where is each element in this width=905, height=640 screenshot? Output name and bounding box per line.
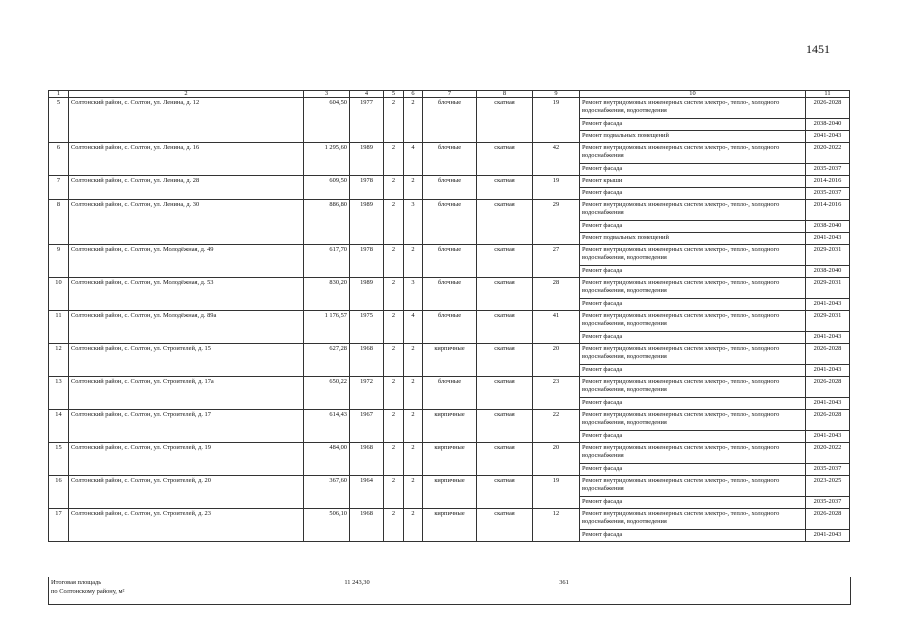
- page-number: 1451: [806, 42, 830, 56]
- row-work-type: Ремонт фасада: [580, 398, 806, 410]
- row-apartments: 19: [533, 98, 580, 143]
- row-number: 17: [49, 509, 69, 542]
- column-number: 7: [423, 91, 477, 98]
- row-number: 7: [49, 176, 69, 200]
- row-roof: скатная: [477, 377, 533, 410]
- row-work-type: Ремонт внутридомовых инженерных систем электро-, тепло-, холодного водоснабжения: [580, 443, 806, 464]
- column-number: 1: [49, 91, 69, 98]
- row-address: Солтонский район, с. Солтон, ул. Молодёжная, д. 89а: [69, 311, 304, 344]
- table-row: [49, 443, 850, 464]
- row-year: 1968: [350, 443, 384, 476]
- row-work-type: Ремонт внутридомовых инженерных систем электро-, тепло-, холодного водоснабжения: [580, 143, 806, 164]
- row-work-period: 2026-2028: [806, 377, 850, 398]
- row-apartments: 29: [533, 200, 580, 245]
- row-work-period: 2035-2037: [806, 497, 850, 509]
- totals-apartments: 361: [559, 579, 569, 586]
- row-number: 5: [49, 98, 69, 143]
- row-address: Солтонский район, с. Солтон, ул. Молодёжная, д. 53: [69, 278, 304, 311]
- row-address: Солтонский район, с. Солтон, ул. Строителей, д. 20: [69, 476, 304, 509]
- row-entrances: 2: [404, 410, 423, 443]
- row-work-period: 2029-2031: [806, 245, 850, 266]
- row-work-period: 2038-2040: [806, 119, 850, 131]
- row-address: Солтонский район, с. Солтон, ул. Молодёжная, д. 49: [69, 245, 304, 278]
- row-apartments: 42: [533, 143, 580, 176]
- row-work-period: 2041-2043: [806, 530, 850, 542]
- row-work-type: Ремонт фасада: [580, 221, 806, 233]
- row-work-type: Ремонт внутридомовых инженерных систем электро-, тепло-, холодного водоснабжения, водоотведения: [580, 344, 806, 365]
- row-entrances: 2: [404, 176, 423, 200]
- row-address: Солтонский район, с. Солтон, ул. Строителей, д. 23: [69, 509, 304, 542]
- column-number: 11: [806, 91, 850, 98]
- row-year: 1968: [350, 344, 384, 377]
- row-apartments: 28: [533, 278, 580, 311]
- row-number: 6: [49, 143, 69, 176]
- row-entrances: 2: [404, 344, 423, 377]
- row-work-type: Ремонт подвальных помещений: [580, 131, 806, 143]
- row-year: 1978: [350, 176, 384, 200]
- row-number: 12: [49, 344, 69, 377]
- row-work-period: 2026-2028: [806, 410, 850, 431]
- row-number: 15: [49, 443, 69, 476]
- row-entrances: 2: [404, 245, 423, 278]
- row-number: 9: [49, 245, 69, 278]
- column-number: 2: [69, 91, 304, 98]
- table-row: [49, 176, 850, 188]
- row-roof: скатная: [477, 443, 533, 476]
- row-floors: 2: [384, 98, 404, 143]
- row-area: 367,60: [304, 476, 350, 509]
- totals-label-line2: по Солтонскому району, м²: [51, 588, 125, 595]
- row-work-type: Ремонт внутридомовых инженерных систем электро-, тепло-, холодного водоснабжения, водоотведения: [580, 410, 806, 431]
- row-floors: 2: [384, 278, 404, 311]
- row-entrances: 2: [404, 476, 423, 509]
- housing-repair-table: [48, 90, 850, 542]
- row-roof: скатная: [477, 476, 533, 509]
- row-work-type: Ремонт фасада: [580, 188, 806, 200]
- row-work-period: 2041-2043: [806, 398, 850, 410]
- row-work-type: Ремонт крыши: [580, 176, 806, 188]
- row-walls: блочные: [423, 176, 477, 200]
- row-work-period: 2026-2028: [806, 98, 850, 119]
- row-apartments: 19: [533, 176, 580, 200]
- table-row: [49, 410, 850, 431]
- row-work-period: 2020-2022: [806, 143, 850, 164]
- row-walls: кирпичные: [423, 344, 477, 377]
- row-work-period: 2041-2043: [806, 299, 850, 311]
- row-entrances: 2: [404, 377, 423, 410]
- row-work-type: Ремонт внутридомовых инженерных систем электро-, тепло-, холодного водоснабжения, водоотведения: [580, 98, 806, 119]
- column-number: 4: [350, 91, 384, 98]
- row-roof: скатная: [477, 410, 533, 443]
- row-work-period: 2029-2031: [806, 311, 850, 332]
- row-work-type: Ремонт подвальных помещений: [580, 233, 806, 245]
- row-entrances: 4: [404, 311, 423, 344]
- row-work-type: Ремонт внутридомовых инженерных систем электро-, тепло-, холодного водоснабжения: [580, 200, 806, 221]
- row-apartments: 41: [533, 311, 580, 344]
- column-number: 9: [533, 91, 580, 98]
- row-work-period: 2026-2028: [806, 344, 850, 365]
- table-row: [49, 509, 850, 530]
- totals-block: [48, 577, 851, 605]
- row-work-type: Ремонт фасада: [580, 299, 806, 311]
- row-work-type: Ремонт внутридомовых инженерных систем электро-, тепло-, холодного водоснабжения, водоотведения: [580, 377, 806, 398]
- row-apartments: 22: [533, 410, 580, 443]
- row-number: 13: [49, 377, 69, 410]
- totals-area: 11 243,30: [344, 579, 370, 586]
- row-area: 650,22: [304, 377, 350, 410]
- row-walls: блочные: [423, 200, 477, 245]
- row-work-type: Ремонт внутридомовых инженерных систем электро-, тепло-, холодного водоснабжения, водоотведения: [580, 278, 806, 299]
- row-walls: блочные: [423, 245, 477, 278]
- row-work-period: 2023-2025: [806, 476, 850, 497]
- row-floors: 2: [384, 311, 404, 344]
- column-number-row: [49, 91, 850, 98]
- row-area: 627,28: [304, 344, 350, 377]
- row-work-type: Ремонт фасада: [580, 497, 806, 509]
- row-entrances: 3: [404, 278, 423, 311]
- row-work-period: 2014-2016: [806, 200, 850, 221]
- row-apartments: 12: [533, 509, 580, 542]
- row-apartments: 19: [533, 476, 580, 509]
- row-work-period: 2035-2037: [806, 188, 850, 200]
- row-work-period: 2029-2031: [806, 278, 850, 299]
- row-entrances: 2: [404, 443, 423, 476]
- row-walls: кирпичные: [423, 410, 477, 443]
- row-roof: скатная: [477, 278, 533, 311]
- row-work-period: 2014-2016: [806, 176, 850, 188]
- row-number: 16: [49, 476, 69, 509]
- table-row: [49, 245, 850, 266]
- row-area: 1 176,57: [304, 311, 350, 344]
- row-work-type: Ремонт фасада: [580, 266, 806, 278]
- table-row: [49, 98, 850, 119]
- row-address: Солтонский район, с. Солтон, ул. Ленина, д. 30: [69, 200, 304, 245]
- row-work-period: 2035-2037: [806, 164, 850, 176]
- row-walls: блочные: [423, 143, 477, 176]
- row-address: Солтонский район, с. Солтон, ул. Строителей, д. 17: [69, 410, 304, 443]
- row-walls: блочные: [423, 278, 477, 311]
- row-roof: скатная: [477, 200, 533, 245]
- row-work-type: Ремонт фасада: [580, 119, 806, 131]
- column-number: 10: [580, 91, 806, 98]
- column-number: 3: [304, 91, 350, 98]
- totals-label: [51, 578, 124, 596]
- row-work-period: 2038-2040: [806, 266, 850, 278]
- row-year: 1989: [350, 200, 384, 245]
- row-work-period: 2041-2043: [806, 431, 850, 443]
- row-apartments: 27: [533, 245, 580, 278]
- row-work-period: 2026-2028: [806, 509, 850, 530]
- row-floors: 2: [384, 410, 404, 443]
- row-entrances: 4: [404, 143, 423, 176]
- row-work-type: Ремонт фасада: [580, 164, 806, 176]
- row-work-type: Ремонт внутридомовых инженерных систем электро-, тепло-, холодного водоснабжения, водоотведения: [580, 245, 806, 266]
- row-area: 614,43: [304, 410, 350, 443]
- table-row: [49, 377, 850, 398]
- row-floors: 2: [384, 143, 404, 176]
- row-roof: скатная: [477, 344, 533, 377]
- row-area: 609,50: [304, 176, 350, 200]
- row-area: 484,00: [304, 443, 350, 476]
- row-work-period: 2035-2037: [806, 464, 850, 476]
- row-area: 886,80: [304, 200, 350, 245]
- row-address: Солтонский район, с. Солтон, ул. Строителей, д. 15: [69, 344, 304, 377]
- row-area: 506,10: [304, 509, 350, 542]
- row-roof: скатная: [477, 143, 533, 176]
- row-walls: кирпичные: [423, 443, 477, 476]
- row-number: 14: [49, 410, 69, 443]
- row-year: 1989: [350, 278, 384, 311]
- row-address: Солтонский район, с. Солтон, ул. Строителей, д. 17а: [69, 377, 304, 410]
- row-floors: 2: [384, 344, 404, 377]
- row-work-type: Ремонт фасада: [580, 464, 806, 476]
- row-year: 1978: [350, 245, 384, 278]
- row-apartments: 23: [533, 377, 580, 410]
- row-year: 1968: [350, 509, 384, 542]
- row-roof: скатная: [477, 245, 533, 278]
- row-floors: 2: [384, 509, 404, 542]
- row-floors: 2: [384, 443, 404, 476]
- table-row: [49, 311, 850, 332]
- row-work-type: Ремонт фасада: [580, 530, 806, 542]
- row-work-type: Ремонт фасада: [580, 365, 806, 377]
- row-work-type: Ремонт фасада: [580, 431, 806, 443]
- row-walls: блочные: [423, 311, 477, 344]
- row-area: 604,50: [304, 98, 350, 143]
- table-row: [49, 476, 850, 497]
- row-roof: скатная: [477, 98, 533, 143]
- row-apartments: 20: [533, 344, 580, 377]
- row-address: Солтонский район, с. Солтон, ул. Ленина, д. 12: [69, 98, 304, 143]
- row-work-type: Ремонт внутридомовых инженерных систем электро-, тепло-, холодного водоснабжения, водоотведения: [580, 509, 806, 530]
- row-walls: блочные: [423, 377, 477, 410]
- row-year: 1975: [350, 311, 384, 344]
- row-area: 617,70: [304, 245, 350, 278]
- row-number: 10: [49, 278, 69, 311]
- row-work-type: Ремонт внутридомовых инженерных систем электро-, тепло-, холодного водоснабжения: [580, 476, 806, 497]
- row-work-period: 2041-2043: [806, 332, 850, 344]
- row-address: Солтонский район, с. Солтон, ул. Строителей, д. 19: [69, 443, 304, 476]
- column-number: 5: [384, 91, 404, 98]
- row-floors: 2: [384, 176, 404, 200]
- row-floors: 2: [384, 200, 404, 245]
- row-entrances: 3: [404, 200, 423, 245]
- row-floors: 2: [384, 476, 404, 509]
- row-work-period: 2020-2022: [806, 443, 850, 464]
- row-year: 1964: [350, 476, 384, 509]
- table-row: [49, 143, 850, 164]
- row-address: Солтонский район, с. Солтон, ул. Ленина, д. 16: [69, 143, 304, 176]
- row-work-period: 2041-2043: [806, 365, 850, 377]
- table-row: [49, 278, 850, 299]
- table-row: [49, 344, 850, 365]
- row-work-period: 2041-2043: [806, 233, 850, 245]
- row-year: 1977: [350, 98, 384, 143]
- row-walls: кирпичные: [423, 509, 477, 542]
- row-work-type: Ремонт фасада: [580, 332, 806, 344]
- row-floors: 2: [384, 245, 404, 278]
- row-area: 830,20: [304, 278, 350, 311]
- table-row: [49, 200, 850, 221]
- row-number: 11: [49, 311, 69, 344]
- row-work-period: 2038-2040: [806, 221, 850, 233]
- row-area: 1 295,60: [304, 143, 350, 176]
- row-roof: скатная: [477, 509, 533, 542]
- row-roof: скатная: [477, 176, 533, 200]
- row-entrances: 2: [404, 509, 423, 542]
- row-walls: блочные: [423, 98, 477, 143]
- row-year: 1972: [350, 377, 384, 410]
- row-entrances: 2: [404, 98, 423, 143]
- row-floors: 2: [384, 377, 404, 410]
- column-number: 6: [404, 91, 423, 98]
- row-year: 1967: [350, 410, 384, 443]
- row-apartments: 20: [533, 443, 580, 476]
- row-roof: скатная: [477, 311, 533, 344]
- row-year: 1989: [350, 143, 384, 176]
- row-work-period: 2041-2043: [806, 131, 850, 143]
- column-number: 8: [477, 91, 533, 98]
- totals-label-line1: Итоговая площадь: [51, 579, 102, 586]
- row-number: 8: [49, 200, 69, 245]
- row-address: Солтонский район, с. Солтон, ул. Ленина, д. 28: [69, 176, 304, 200]
- row-work-type: Ремонт внутридомовых инженерных систем электро-, тепло-, холодного водоснабжения, водоотведения: [580, 311, 806, 332]
- row-walls: кирпичные: [423, 476, 477, 509]
